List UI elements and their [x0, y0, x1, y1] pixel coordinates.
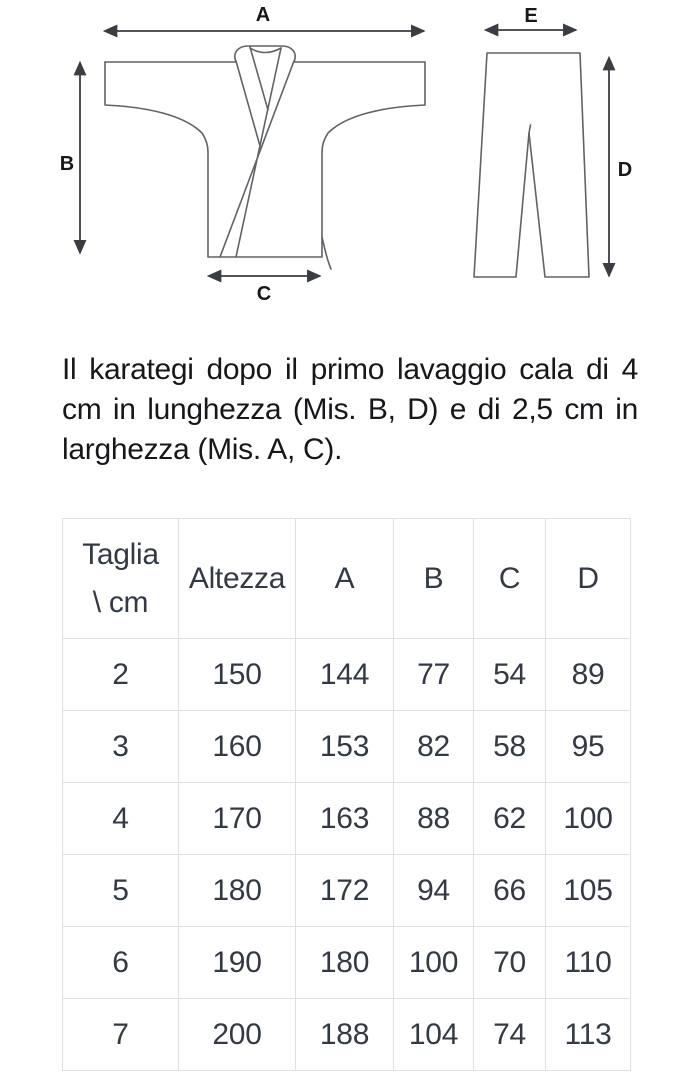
size-table-row: [63, 999, 631, 1071]
size-cell: 200: [179, 999, 296, 1071]
column-header-c: C: [474, 519, 546, 639]
pants-diagram: [474, 53, 589, 277]
jacket-collar: [235, 46, 295, 62]
column-header-altezza: Altezza: [179, 519, 296, 639]
size-cell: 113: [546, 999, 631, 1071]
pants-crotch-seam: [529, 125, 531, 133]
size-row-label: 3: [63, 711, 179, 783]
size-table-row: [63, 711, 631, 783]
karategi-measurement-diagram: [0, 0, 699, 315]
size-cell: 180: [296, 927, 394, 999]
size-cell: 74: [474, 999, 546, 1071]
shrinkage-note-line: cm in lunghezza (Mis. B, D) e di 2,5 cm in: [62, 393, 638, 426]
size-cell: 144: [296, 639, 394, 711]
column-header-taglia: [63, 519, 179, 639]
jacket-dimension-arrows: [60, 4, 424, 305]
shrinkage-note-line: larghezza (Mis. A, C).: [62, 433, 343, 466]
jacket-body-outline: [105, 62, 425, 257]
size-table-row: [63, 855, 631, 927]
size-cell: 100: [546, 783, 631, 855]
shrinkage-note-line: Il karategi dopo il primo lavaggio cala di 4: [62, 353, 638, 386]
size-cell: 54: [474, 639, 546, 711]
size-cell: 188: [296, 999, 394, 1071]
dimension-label-e: E: [524, 5, 538, 27]
dimension-label-b: B: [59, 153, 75, 175]
column-header-a: A: [296, 519, 394, 639]
size-cell: 70: [474, 927, 546, 999]
column-header-taglia-line2: \ cm: [92, 585, 149, 619]
size-cell: 62: [474, 783, 546, 855]
size-cell: 163: [296, 783, 394, 855]
pants-outline: [474, 53, 589, 277]
size-cell: 77: [394, 639, 474, 711]
jacket-lapel-right: [220, 48, 294, 257]
dimension-label-c: C: [256, 283, 272, 305]
size-table-row: [63, 639, 631, 711]
column-header-d: D: [546, 519, 631, 639]
jacket-diagram: [105, 46, 425, 269]
size-cell: 172: [296, 855, 394, 927]
size-cell: 100: [394, 927, 474, 999]
shrinkage-note: [62, 350, 638, 470]
size-cell: 170: [179, 783, 296, 855]
pants-dimension-arrows: [487, 5, 632, 276]
size-table-header-row: [63, 519, 631, 639]
size-row-label: 7: [63, 999, 179, 1071]
size-row-label: 5: [63, 855, 179, 927]
size-cell: 153: [296, 711, 394, 783]
size-cell: 88: [394, 783, 474, 855]
size-row-label: 4: [63, 783, 179, 855]
size-cell: 58: [474, 711, 546, 783]
size-cell: 82: [394, 711, 474, 783]
size-cell: 190: [179, 927, 296, 999]
size-cell: 95: [546, 711, 631, 783]
column-header-taglia-line1: Taglia: [82, 537, 159, 571]
size-cell: 180: [179, 855, 296, 927]
size-cell: 150: [179, 639, 296, 711]
dimension-label-d: D: [617, 159, 633, 181]
size-row-label: 2: [63, 639, 179, 711]
size-table-row: [63, 927, 631, 999]
size-cell: 105: [546, 855, 631, 927]
size-cell: 66: [474, 855, 546, 927]
size-table: [62, 518, 631, 1071]
size-row-label: 6: [63, 927, 179, 999]
jacket-bottom-flap: [322, 237, 331, 269]
size-cell: 94: [394, 855, 474, 927]
column-header-b: B: [394, 519, 474, 639]
size-cell: 104: [394, 999, 474, 1071]
dimension-label-a: A: [255, 4, 271, 26]
size-table-row: [63, 783, 631, 855]
size-cell: 89: [546, 639, 631, 711]
size-cell: 110: [546, 927, 631, 999]
size-cell: 160: [179, 711, 296, 783]
